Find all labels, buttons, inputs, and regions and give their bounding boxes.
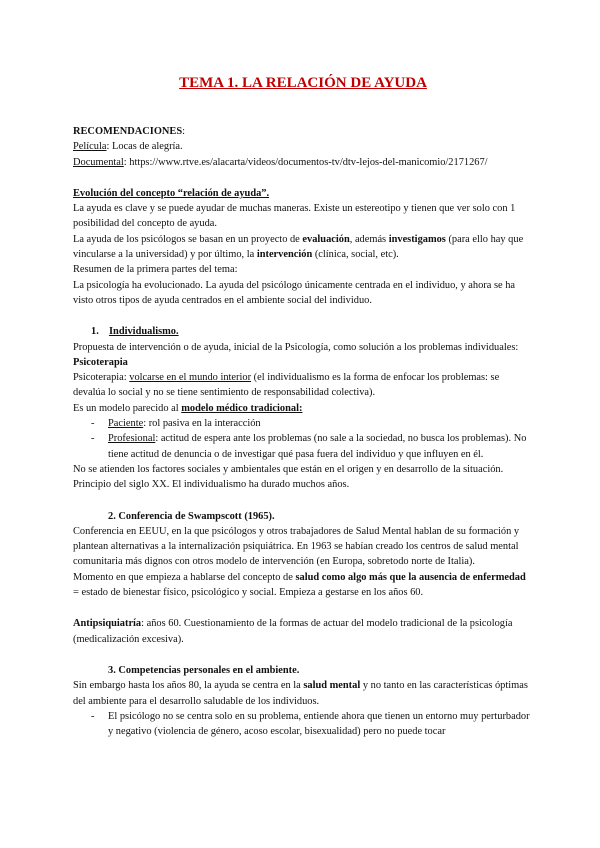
medical-model-list bbox=[73, 416, 533, 462]
section-3-list bbox=[73, 709, 533, 740]
section-1-heading: 1. Individualismo. bbox=[91, 326, 179, 338]
section-3-heading: 3. Competencias personales en el ambiente. bbox=[108, 664, 300, 676]
document-body bbox=[73, 124, 533, 739]
section-1-paragraph-2: Psicoterapia: volcarse en el mundo interior (el individualismo es la forma de enfocar los problemas: se devalúa lo social y no se tiene sentimiento de responsabilidad colectiva). bbox=[73, 372, 500, 399]
section-1-paragraph-1: Propuesta de intervención o de ayuda, inicial de la Psicología, como solución a los problemas individuales: Psicoterapia bbox=[73, 341, 519, 368]
page-title: TEMA 1. LA RELACIÓN DE AYUDA bbox=[179, 75, 427, 91]
section-1-paragraph-3: Es un modelo parecido al modelo médico tradicional: bbox=[73, 402, 303, 414]
evolution-heading: Evolución del concepto “relación de ayuda”. bbox=[73, 187, 270, 199]
film-label: Película bbox=[73, 141, 107, 153]
evolution-paragraph-2: La ayuda de los psicólogos se basan en un proyecto de evaluación, además investigamos (para ello hay que vincularse a la universidad) y por último, la intervención (clínica, social, etc). bbox=[73, 233, 524, 261]
evolution-paragraph-4: La psicología ha evolucionado. La ayuda del psicólogo únicamente centrada en el individuo, y ahora se ha visto otros tipos de ayuda centrados en el ambiente social del individuo. bbox=[73, 279, 516, 306]
evolution-paragraph-3: Resumen de la primera partes del tema: bbox=[73, 264, 238, 276]
list-item: - Paciente: rol pasiva en la interacción bbox=[73, 416, 533, 431]
documentary-line bbox=[73, 155, 533, 170]
section-1-paragraph-4: No se atienden los factores sociales y ambientales que están en el origen y en desarrollo de la situación. bbox=[73, 463, 504, 475]
section-2-paragraph-2: Momento en que empieza a hablarse del concepto de salud como algo más que la ausencia de enfermedad = estado de bienestar físico, psicológico y social. Empieza a gestarse en los años 60. bbox=[73, 571, 526, 599]
section-2-paragraph-1: Conferencia en EEUU, en la que psicólogos y otros trabajadores de Salud Mental hablan de su formación y plantean alternativas a la internalización psiquiátrica. En 1963 se habían creado los centros de salud mental comunitaria más dignos con otros modelo de intervención (en Europa, sobretodo norte de Italia). bbox=[73, 525, 520, 568]
section-2-heading: 2. Conferencia de Swampscott (1965). bbox=[108, 510, 275, 522]
documentary-link[interactable]: : https://www.rtve.es/alacarta/videos/documentos-tv/dtv-lejos-del-manicomio/2171267/ bbox=[123, 156, 488, 168]
list-item: - El psicólogo no se centra solo en su problema, entiende ahora que tienen un entorno muy perturbador y negativo (violencia de género, acoso escolar, bisexualidad) pero no puede tocar bbox=[73, 709, 533, 740]
recommendations-heading: RECOMENDACIONES: bbox=[73, 126, 186, 137]
documentary-label: Documental bbox=[73, 156, 124, 168]
section-2-paragraph-3: Antipsiquiatría: años 60. Cuestionamiento de la formas de actuar del modelo tradicional de la psicología (medicalización excesiva). bbox=[73, 618, 513, 645]
section-1-paragraph-5: Principio del siglo XX. El individualismo ha durado muchos años. bbox=[73, 479, 350, 491]
list-item: - Profesional: actitud de espera ante los problemas (no sale a la sociedad, no busca los problemas). No tiene actitud de denuncia o de investigar qué pasa fuera del individuo y que influyen en él. bbox=[73, 431, 533, 462]
evolution-paragraph-1: La ayuda es clave y se puede ayudar de muchas maneras. Existe un estereotipo y tienen que ver solo con 1 posibilidad del concepto de ayuda. bbox=[73, 203, 516, 230]
section-3-paragraph-1: Sin embargo hasta los años 80, la ayuda se centra en la salud mental y no tanto en las características óptimas del ambiente para el desarrollo saludable de los individuos. bbox=[73, 680, 528, 707]
film-line: Película: Locas de alegría. bbox=[73, 141, 183, 153]
